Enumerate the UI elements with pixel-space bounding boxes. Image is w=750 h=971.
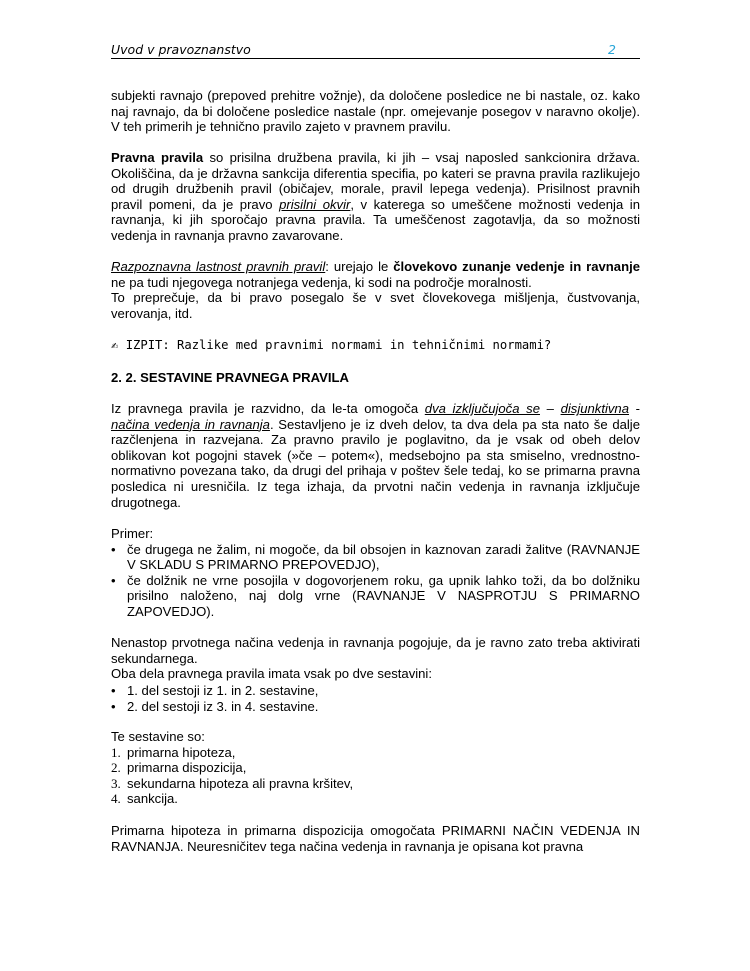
paragraph-6-text: Primarna hipoteza in primarna dispozicija omogočata PRIMARNI NAČIN VEDENJA IN RAVNANJA. Neuresničitev tega načina vedenja in ravnanja je opisana kot pravna: [111, 823, 640, 854]
exam-question: IZPIT: Razlike med pravnimi normami in tehničnimi normami?: [125, 338, 552, 352]
paragraph-2: [111, 150, 640, 244]
part-item-2: 2. del sestoji iz 3. in 4. sestavine.: [127, 699, 319, 715]
list-item: [111, 776, 640, 792]
list-number: 2.: [111, 760, 121, 776]
example-item-1: če drugega ne žalim, ni mogoče, da bil obsojen in kaznovan zaradi žalitve (RAVNANJE V SKLADU S PRIMARNO PREPOVEDJO),: [127, 541, 640, 573]
list-item: [111, 683, 640, 699]
components-block: [111, 729, 640, 807]
paragraph-2-text-b: , v katerega so umeščene možnosti vedenja in ravnanja, ki jih sporočajo pravna pravila. Ta umeščenost zagotavlja, da so možnosti vedenja in ravnanja pravno zavarovane.: [111, 196, 640, 243]
emphasis-disjunktivna: disjunktivna: [560, 401, 629, 416]
exam-note: [111, 338, 640, 354]
paragraph-1: [111, 88, 640, 135]
component-text: sankcija.: [127, 791, 178, 807]
paragraph-3-text-a: : urejajo le: [325, 259, 394, 274]
paragraph-3: [111, 259, 640, 321]
list-item: [111, 791, 640, 807]
paragraph-3-line-2: To preprečuje, da bi pravo posegalo še v svet človekovega mišljenja, čustvovanja, verovanja, itd.: [111, 290, 640, 321]
example-block: [111, 526, 640, 620]
list-item: [111, 699, 640, 715]
list-number: 1.: [111, 744, 121, 760]
emphasis-nacina-vedenja: načina vedenja in ravnanja: [111, 416, 270, 432]
list-number: 3.: [111, 775, 121, 791]
section-heading: 2. 2. SESTAVINE PRAVNEGA PRAVILA: [111, 370, 349, 385]
paragraph-2-text-a: so prisilna družbena pravila, ki jih – vsaj naposled sankcionira država. Okoliščina, da je državna sankcija diferentia specifia, po kateri se pravna pravila razlikujejo od drugih družbenih pravil (običajev, morale, pravil lepega vedenja). Prisilnost pravnih pravil pomeni, da je pravo: [111, 150, 640, 212]
paragraph-4-text-b: . Sestavljeno je iz dveh delov, ta dva dela pa sta nato še dalje razčlenjena in razvejana. Za pravno pravilo je poglavitno, da je vsak od obeh delov oblikovan kot pogojni stavek (»če – potem«), medsebojno pa sta smiselno, vrednostno-normativno povezana tako, da drugi del prihaja v poštev šele tedaj, ko se primarna pravna posledica ni uresničila. Iz tega izhaja, da prvotni način vedenja in ravnanja izključuje drugotnega.: [111, 416, 640, 510]
components-intro: Te sestavine so:: [111, 729, 205, 744]
pencil-icon: ✍: [111, 338, 119, 352]
paragraph-4: [111, 401, 640, 510]
emphasis-prisilni-okvir: prisilni okvir: [279, 196, 351, 212]
bold-zunanje-vedenje: človekovo zunanje vedenje in ravnanje: [393, 259, 640, 274]
page-number: 2: [608, 42, 616, 57]
emphasis-izkljucujoca: dva izključujoča se: [424, 401, 540, 416]
example-item-2: če dolžnik ne vrne posojila v dogovorjenem roku, ga upnik lahko toži, da bo dolžniku prisilno naloženo, naj dolg vrne (RAVNANJE V NASPROTJU S PRIMARNO ZAPOVEDJO).: [127, 572, 640, 619]
paragraph-6: [111, 823, 640, 854]
page-header: [111, 42, 640, 59]
paragraph-3-text-b: ne pa tudi njegovega notranjega vedenja, ki sodi na področje moralnosti.: [111, 274, 532, 290]
paragraph-5-line-1: Nenastop prvotnega načina vedenja in ravnanja pogojuje, da je ravno zato treba aktivirati sekundarnega.: [111, 635, 640, 666]
component-text: primarna dispozicija,: [127, 760, 247, 776]
list-item: [111, 760, 640, 776]
header-title: Uvod v pravoznanstvo: [111, 42, 251, 57]
bullet-icon: •: [111, 541, 116, 557]
bullet-icon: •: [111, 699, 116, 715]
bullet-icon: •: [111, 682, 116, 698]
paragraph-4-text-a: Iz pravnega pravila je razvidno, da le-ta omogoča: [111, 401, 425, 416]
list-number: 4.: [111, 791, 121, 807]
component-text: sekundarna hipoteza ali pravna kršitev,: [127, 775, 354, 791]
paragraph-4-sep: –: [539, 401, 561, 416]
emphasis-razpoznavna-lastnost: Razpoznavna lastnost pravnih pravil: [111, 259, 326, 274]
term-pravna-pravila: Pravna pravila: [111, 150, 204, 165]
part-item-1: 1. del sestoji iz 1. in 2. sestavine,: [127, 682, 319, 698]
paragraph-5-line-2: Oba dela pravnega pravila imata vsak po dve sestavini:: [111, 666, 432, 682]
paragraph-5: [111, 635, 640, 715]
paragraph-1-text: subjekti ravnajo (prepoved prehitre vožnje), da določene posledice ne bi nastale, oz. kako naj ravnajo, da bi določene posledice nastale (npr. omejevanje posegov v naravno okolje). V teh primerih je tehnično pravilo zajeto v pravnem pravilu.: [111, 88, 640, 135]
list-item: [111, 573, 640, 620]
example-label: Primer:: [111, 526, 154, 541]
list-item: [111, 542, 640, 573]
component-text: primarna hipoteza,: [127, 744, 236, 760]
list-item: [111, 745, 640, 761]
paragraph-4-dash: -: [629, 401, 641, 416]
bullet-icon: •: [111, 572, 116, 588]
